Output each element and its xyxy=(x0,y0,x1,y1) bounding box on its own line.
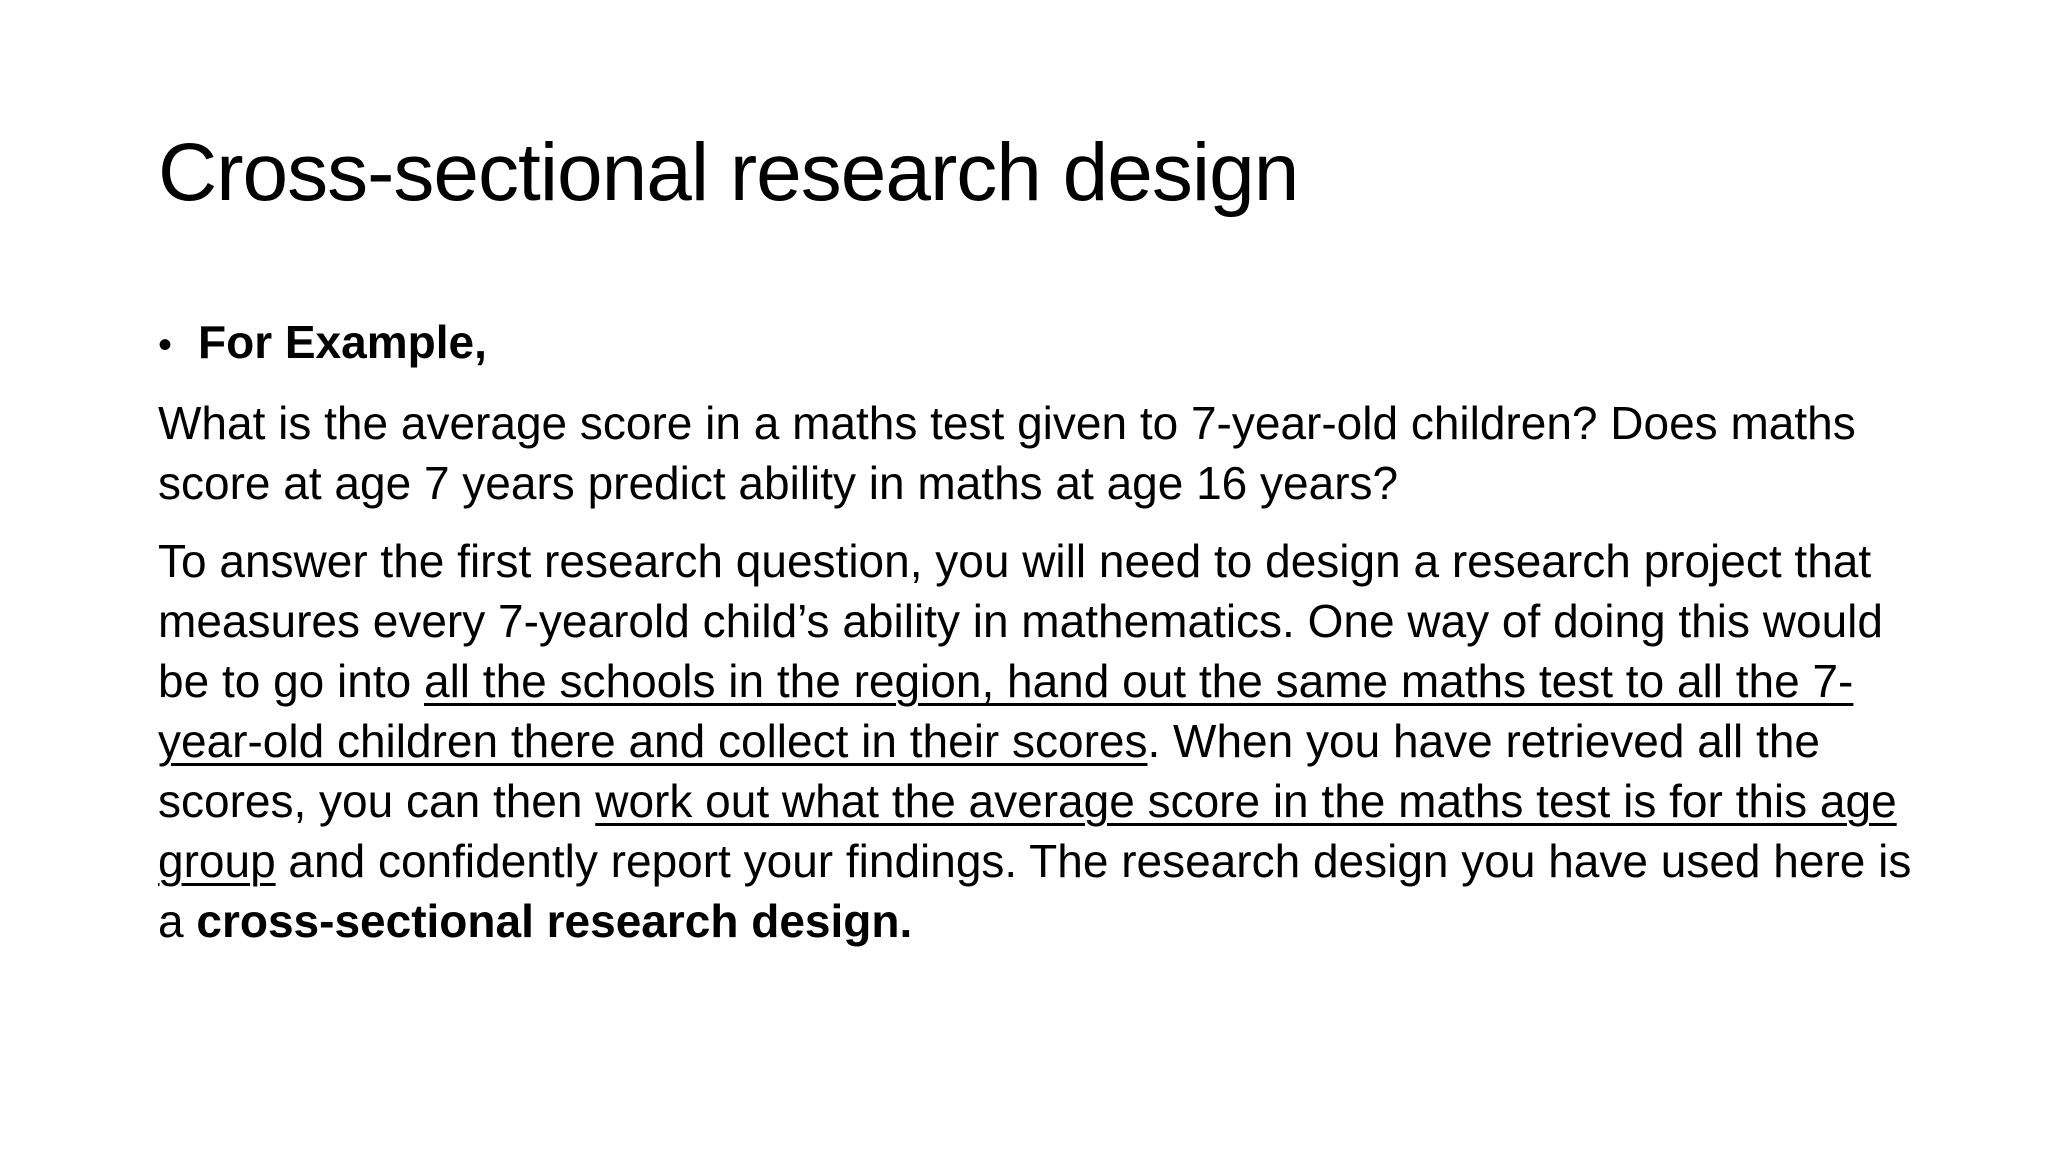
bold-design-term: cross-sectional research design. xyxy=(196,895,913,947)
explanation-text-part-3: and confidently report your findings. The research design you have used here is a xyxy=(158,835,1912,947)
explanation-text-part-2: . When you have retrieved all the scores, you can then xyxy=(158,715,1820,827)
bullet-text: For Example, xyxy=(198,316,487,368)
explanation-paragraph xyxy=(158,531,1918,951)
bullet-icon: • xyxy=(158,323,173,367)
underlined-average-text: work out what the average score in the maths test is for this age group xyxy=(158,775,1897,887)
slide-title: Cross-sectional research design xyxy=(158,127,1299,218)
underlined-method-text: all the schools in the region, hand out the same maths test to all the 7-year-old children there and collect in their scores xyxy=(158,655,1854,767)
research-questions-paragraph: What is the average score in a maths test given to 7-year-old children? Does maths score at age 7 years predict ability in maths at age 16 years? xyxy=(158,397,1856,509)
bullet-item xyxy=(158,312,1918,375)
slide-content xyxy=(158,312,1918,969)
explanation-text-part-1: To answer the first research question, you will need to design a research project that measures every 7-yearold child’s ability in mathematics. One way of doing this would be to go into xyxy=(158,535,1883,707)
